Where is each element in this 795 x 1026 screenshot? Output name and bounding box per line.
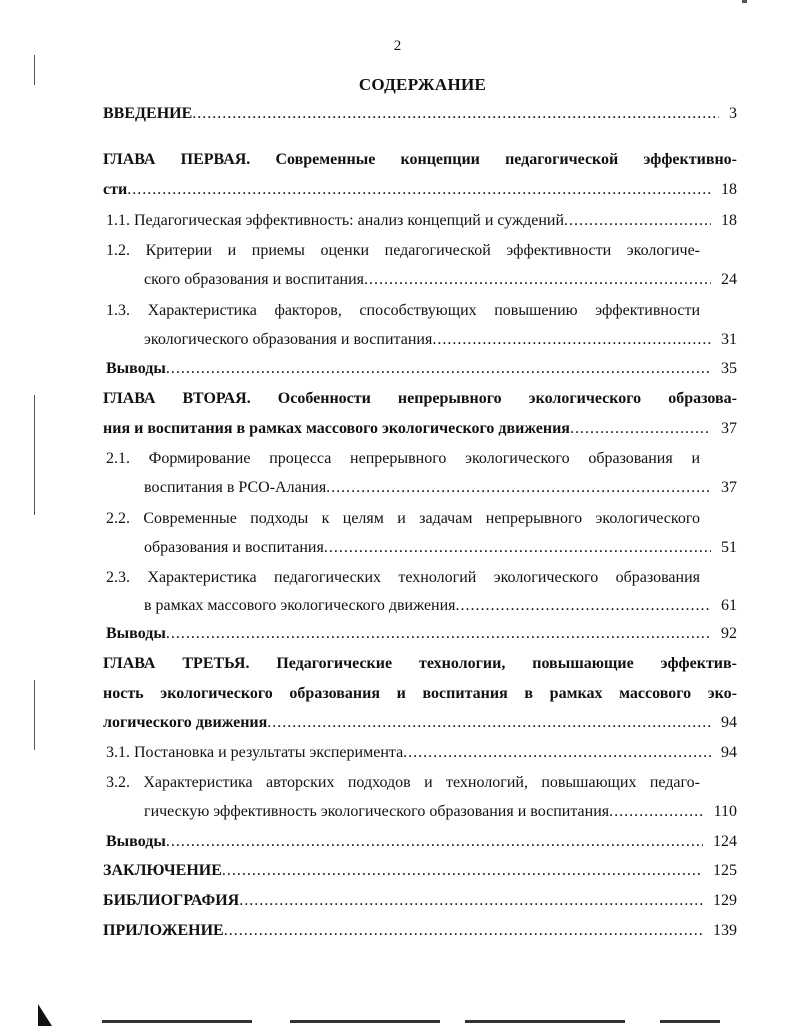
toc-section-3-2-title[interactable]: 3.2. Характеристика авторских подходов и технологий, повышающих педаго- — [106, 774, 700, 791]
toc-chapter-3[interactable]: логического движения ..... 94 — [103, 714, 737, 736]
scan-edge-mark — [34, 395, 35, 515]
toc-chapter-2[interactable]: ния и воспитания в рамках массового экологического движения ..... 37 — [103, 420, 737, 442]
page-ref: 37 — [721, 420, 737, 437]
page-ref: 31 — [721, 331, 737, 348]
toc-chapter-2-title[interactable]: ГЛАВА ВТОРАЯ. Особенности непрерывного экологического образова- — [103, 390, 737, 407]
toc-section-1-3[interactable]: экологического образования и воспитания ..... 31 — [144, 331, 737, 353]
toc-chapter-3-conclusions[interactable]: Выводы ..... 124 — [106, 833, 737, 855]
toc-chapter-1-title[interactable]: ГЛАВА ПЕРВАЯ. Современные концепции педагогической эффективно- — [103, 151, 737, 168]
toc-section-2-3[interactable]: в рамках массового экологического движения ..... 61 — [144, 597, 737, 619]
scan-bottom-bar — [660, 1020, 720, 1023]
toc-chapter-1[interactable]: сти ..... 18 — [103, 181, 737, 203]
scan-bottom-bar — [290, 1020, 440, 1023]
page-ref: 51 — [721, 539, 737, 556]
toc-entry-appendix[interactable]: ПРИЛОЖЕНИЕ ..... 139 — [103, 922, 737, 944]
toc-section-2-3-title[interactable]: 2.3. Характеристика педагогических технологий экологического образования — [106, 569, 700, 586]
toc-section-2-1[interactable]: воспитания в РСО-Алания ..... 37 — [144, 479, 737, 501]
toc-entry-intro[interactable]: ВВЕДЕНИЕ ..... 3 — [103, 105, 737, 127]
page-ref: 129 — [713, 892, 737, 909]
toc-section-2-2[interactable]: образования и воспитания ..... 51 — [144, 539, 737, 561]
toc-section-3-1[interactable]: 3.1. Постановка и результаты эксперимента ..... 94 — [106, 744, 737, 766]
scan-corner-dot — [742, 0, 747, 3]
page-ref: 139 — [713, 922, 737, 939]
page-ref: 37 — [721, 479, 737, 496]
page-ref: 94 — [721, 744, 737, 761]
page-ref: 124 — [713, 833, 737, 850]
page-ref: 92 — [721, 625, 737, 642]
page-title: СОДЕРЖАНИЕ — [358, 75, 487, 94]
toc-section-1-3-title[interactable]: 1.3. Характеристика факторов, способствующих повышению эффективности — [106, 302, 700, 319]
page-ref: 18 — [721, 212, 737, 229]
page-ref: 94 — [721, 714, 737, 731]
toc-chapter-3-title-1[interactable]: ГЛАВА ТРЕТЬЯ. Педагогические технологии, повышающие эффектив- — [103, 655, 737, 672]
toc-chapter-2-conclusions[interactable]: Выводы ..... 92 — [106, 625, 737, 647]
toc-entry-conclusion[interactable]: ЗАКЛЮЧЕНИЕ ..... 125 — [103, 862, 737, 884]
toc-section-2-1-title[interactable]: 2.1. Формирование процесса непрерывного экологического образования и — [106, 450, 700, 467]
scan-corner-triangle — [38, 1004, 52, 1026]
page-ref: 3 — [729, 105, 737, 122]
page-ref: 35 — [721, 360, 737, 377]
page-number: 2 — [393, 38, 402, 54]
toc-section-1-2[interactable]: ского образования и воспитания ..... 24 — [144, 271, 737, 293]
toc-section-2-2-title[interactable]: 2.2. Современные подходы к целям и задачам непрерывного экологического — [106, 510, 700, 527]
toc-section-1-1[interactable]: 1.1. Педагогическая эффективность: анализ концепций и суждений ..... 18 — [106, 212, 737, 234]
page-ref: 18 — [721, 181, 737, 198]
page-ref: 61 — [721, 597, 737, 614]
page-ref: 125 — [713, 862, 737, 879]
toc-entry-bibliography[interactable]: БИБЛИОГРАФИЯ ..... 129 — [103, 892, 737, 914]
toc-chapter-1-conclusions[interactable]: Выводы ..... 35 — [106, 360, 737, 382]
scan-bottom-bar — [102, 1020, 252, 1023]
toc-section-3-2[interactable]: гическую эффективность экологического образования и воспитания ..... 110 — [144, 803, 737, 825]
scan-bottom-bar — [465, 1020, 625, 1023]
toc-chapter-3-title-2[interactable]: ность экологического образования и воспитания в рамках массового эко- — [103, 685, 737, 702]
page-ref: 110 — [713, 803, 737, 820]
page-ref: 24 — [721, 271, 737, 288]
scan-edge-mark — [34, 680, 35, 750]
toc-section-1-2-title[interactable]: 1.2. Критерии и приемы оценки педагогической эффективности экологиче- — [106, 242, 700, 259]
